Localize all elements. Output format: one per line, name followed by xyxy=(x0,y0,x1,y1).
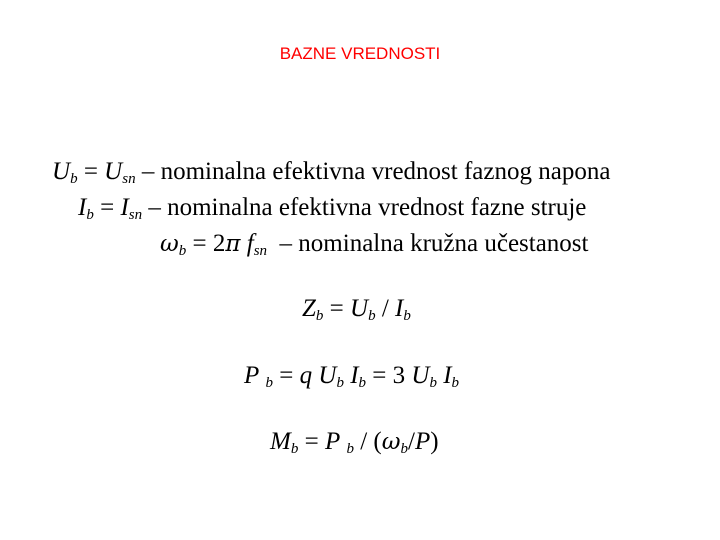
definition-base-angular-frequency xyxy=(160,229,588,259)
symbol: I xyxy=(78,194,87,221)
subscript: sn xyxy=(122,171,136,187)
operator: = xyxy=(273,362,300,389)
omega-symbol: ω xyxy=(160,231,179,257)
symbol: P xyxy=(324,428,341,455)
subscript: sn xyxy=(128,207,143,223)
formula-base-power xyxy=(244,361,459,391)
operator: = xyxy=(323,295,351,322)
symbol: I xyxy=(343,362,359,389)
symbol: I xyxy=(436,362,452,389)
subscript: b xyxy=(451,375,460,391)
symbol: P xyxy=(244,362,260,389)
subscript: b xyxy=(265,375,274,391)
symbol: q xyxy=(299,362,313,389)
definition-text: – nominalna efektivna vrednost faznog napona xyxy=(135,158,611,185)
pi-symbol: π xyxy=(225,231,241,257)
subscript: b xyxy=(346,441,354,457)
subscript: b xyxy=(358,375,367,391)
subscript: b xyxy=(70,171,78,187)
operator: = 2 xyxy=(186,230,226,257)
operator: / xyxy=(408,428,415,455)
symbol: M xyxy=(270,428,291,455)
symbol: Z xyxy=(302,295,316,322)
operator: / ( xyxy=(353,428,382,455)
definition-text: – nominalna kružna učestanost xyxy=(267,230,589,257)
subscript: b xyxy=(429,375,437,391)
subscript: sn xyxy=(253,243,268,259)
subscript: b xyxy=(403,308,411,324)
definition-base-voltage xyxy=(52,157,610,187)
symbol: I xyxy=(120,194,129,221)
subscript: b xyxy=(290,441,299,457)
subscript: b xyxy=(86,207,94,223)
subscript: b xyxy=(315,308,324,324)
symbol: I xyxy=(395,295,404,322)
omega-symbol: ω xyxy=(381,429,401,455)
subscript: b xyxy=(400,441,409,457)
formula-base-impedance xyxy=(302,294,411,324)
page-title: BAZNE VREDNOSTI xyxy=(279,44,441,63)
symbol: f xyxy=(240,230,254,257)
operator: / xyxy=(375,295,396,322)
symbol: U xyxy=(350,295,369,322)
symbol: U xyxy=(52,158,71,185)
definition-base-current xyxy=(78,193,586,223)
definition-text: – nominalna efektivna vrednost fazne struje xyxy=(142,194,587,221)
subscript: b xyxy=(178,243,187,259)
symbol: U xyxy=(104,158,123,185)
subscript: b xyxy=(368,308,376,324)
operator: = xyxy=(298,428,325,455)
symbol: U xyxy=(411,362,430,389)
operator: ) xyxy=(430,428,439,455)
operator: = xyxy=(77,158,105,185)
subscript: b xyxy=(336,375,344,391)
formula-base-torque xyxy=(270,427,439,457)
symbol: P xyxy=(414,428,431,455)
symbol: U xyxy=(312,362,337,389)
operator: = 3 xyxy=(366,362,412,389)
operator: = xyxy=(93,194,121,221)
